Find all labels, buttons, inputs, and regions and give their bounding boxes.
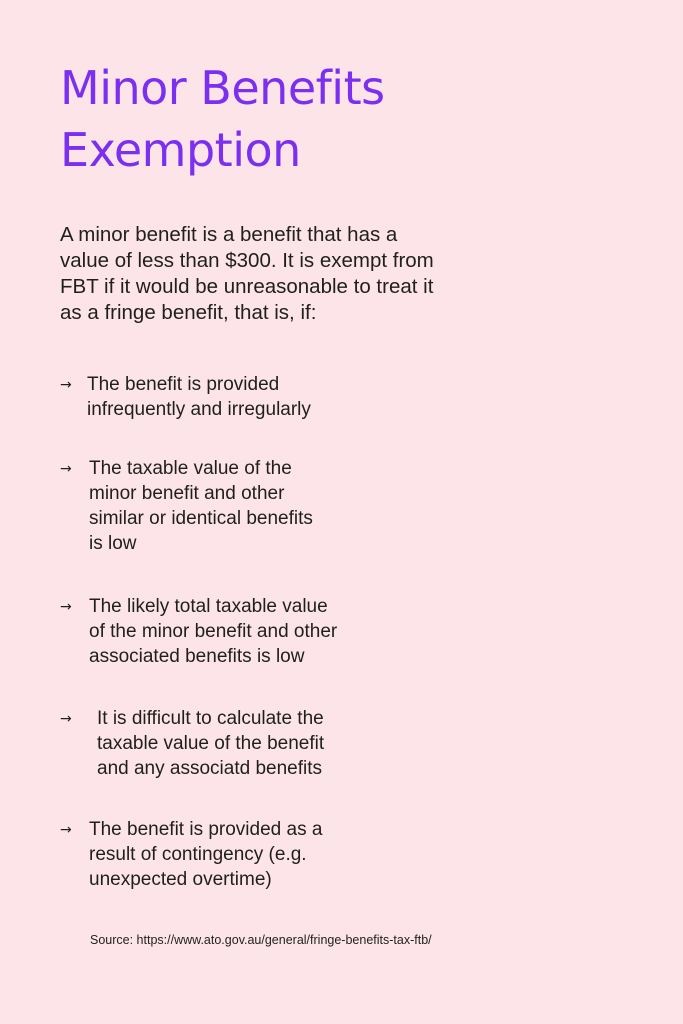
list-item-line: is low [89, 533, 137, 554]
list-item [60, 706, 480, 781]
list-item-line: The benefit is provided [87, 374, 280, 395]
arrow-right-icon: → [60, 599, 72, 615]
intro-line: FBT if it would be unreasonable to treat it [60, 275, 434, 298]
list-item [60, 372, 480, 422]
list-item [60, 456, 480, 556]
title-line-1: Minor Benefits [60, 61, 385, 115]
list-item-text [87, 456, 429, 556]
page-title [60, 57, 620, 181]
list-item-text [87, 817, 429, 892]
intro-line: value of less than $300. It is exempt from [60, 249, 434, 272]
list-item-line: It is difficult to calculate the [97, 708, 324, 729]
source-citation: Source: https://www.ato.gov.au/general/fringe-benefits-tax-ftb/ [90, 933, 432, 947]
list-item-line: The likely total taxable value [89, 596, 328, 617]
list-item-line: result of contingency (e.g. [89, 844, 307, 865]
intro-line: A minor benefit is a benefit that has a [60, 223, 398, 246]
list-item-line: unexpected overtime) [89, 869, 272, 890]
title-line-2: Exemption [60, 123, 301, 177]
list-item-line: The taxable value of the [89, 458, 292, 479]
intro-paragraph [60, 222, 520, 326]
list-item-line: taxable value of the benefit [97, 733, 325, 754]
list-item [60, 817, 480, 892]
arrow-right-icon: → [60, 822, 72, 838]
intro-line: as a fringe benefit, that is, if: [60, 301, 317, 324]
list-item [60, 594, 480, 669]
arrow-right-icon: → [60, 377, 72, 393]
list-item-text [87, 706, 437, 781]
list-item-text [87, 594, 429, 669]
list-item-line: associated benefits is low [89, 646, 305, 667]
list-item-line: of the minor benefit and other [89, 621, 338, 642]
list-item-line: The benefit is provided as a [89, 819, 323, 840]
arrow-right-icon: → [60, 711, 72, 727]
list-item-line: and any associatd benefits [97, 758, 322, 779]
list-item-line: infrequently and irregularly [87, 399, 311, 420]
list-item-line: minor benefit and other [89, 483, 285, 504]
arrow-right-icon: → [60, 461, 72, 477]
list-item-text [87, 372, 427, 422]
list-item-line: similar or identical benefits [89, 508, 313, 529]
